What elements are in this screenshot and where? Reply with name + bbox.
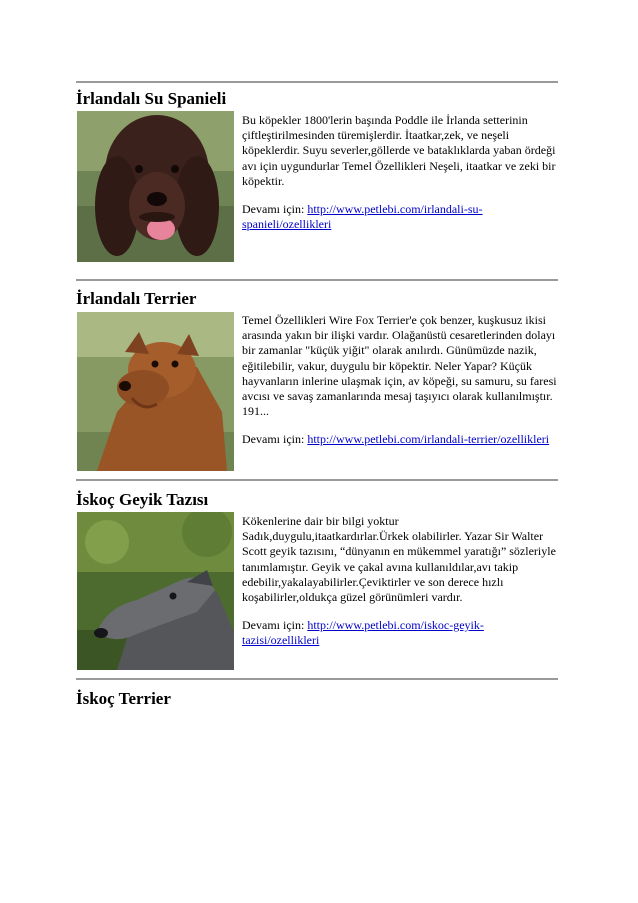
breed-description: Kökenlerine dair bir bilgi yoktur Sadık,duygulu,itaatkardırlar.Ürkek olabilirler. Yazar Sir Walter Scott geyik tazısını, “dünyanın en mükemmel yaratığı” sözleriyle tanımlamıştır. Geyik ve çakal avına kullanıldılar,avı takip edebilir,yakalayabilirler.Çeviktirler ve son derece hızlı koşabilirler,oldukça güzel görünümleri vardır.: [242, 514, 556, 605]
red-wire-terrier-photo-icon: [77, 312, 234, 471]
breed-description-block: [242, 313, 560, 448]
breed-title: İrlandalı Su Spanieli: [76, 89, 227, 108]
breed-photo: [77, 111, 234, 262]
more-info: [242, 432, 560, 447]
breed-photo: [77, 312, 234, 471]
breed-description: Temel Özellikleri Wire Fox Terrier'e çok benzer, kuşkusuz ikisi arasında yakın bir ilişki vardır. Olağanüstü cesaretlerinden dolayı bir zamanlar "küçük yiğit" olarak anılırdı. Günümüzde nazik, eğitilebilir, vakur, duygulu bir köpektir. Neler Yapar? Küçük hayvanların inlerine ulaşmak için, av köpeği, su samuru, su faresi avcısı ve savaş zamanlarında mesaj taşıyıcı olarak kullanılmıştır. 191...: [242, 313, 557, 419]
breed-link[interactable]: http://www.petlebi.com/iskoc-geyik-tazisi/ozellikleri: [242, 618, 484, 648]
breed-title: İskoç Geyik Tazısı: [76, 490, 209, 509]
more-label: Devamı için:: [242, 202, 305, 217]
breed-title: İrlandalı Terrier: [76, 289, 197, 308]
breed-link[interactable]: http://www.petlebi.com/irlandali-terrier/ozellikleri: [307, 432, 550, 447]
divider: [76, 678, 558, 680]
breed-photo: [77, 512, 234, 670]
divider: [76, 81, 558, 83]
divider: [76, 279, 558, 281]
more-label: Devamı için:: [242, 432, 305, 447]
breed-description: Bu köpekler 1800'lerin başında Poddle ile İrlanda setterinin çiftleştirilmesinden türemişlerdir. İtaatkar,zek, ve neşeli köpeklerdir. Suyu severler,göllerde ve bataklıklarda yaban ördeği avı için uygundurlar Temel Özellikleri Neşeli, itaatkar ve zeki bir köpektir.: [242, 113, 556, 188]
more-info: [242, 202, 560, 232]
more-info: [242, 618, 560, 648]
breed-link[interactable]: http://www.petlebi.com/irlandali-su-spanieli/ozellikleri: [242, 202, 483, 232]
breed-description-block: [242, 514, 560, 649]
divider: [76, 479, 558, 481]
brown-curly-dog-photo-icon: [77, 111, 234, 262]
breed-title: İskoç Terrier: [76, 689, 171, 708]
grey-deerhound-photo-icon: [77, 512, 234, 670]
more-label: Devamı için:: [242, 618, 305, 633]
breed-description-block: [242, 113, 560, 232]
